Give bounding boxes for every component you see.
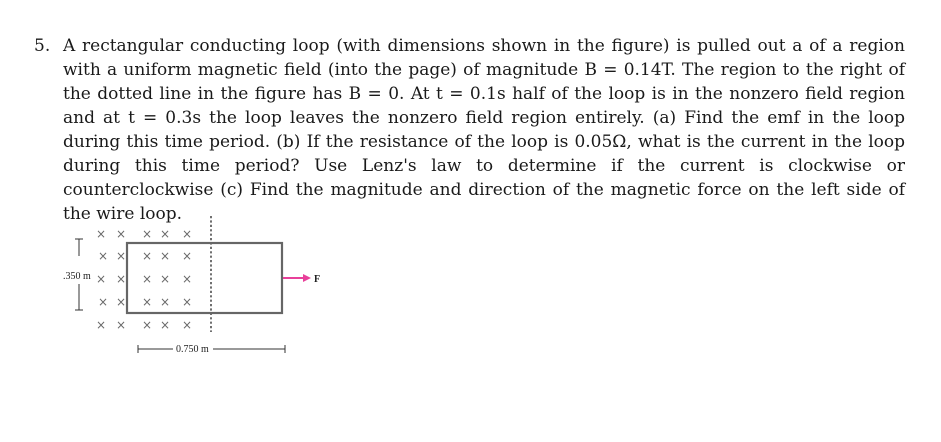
height-dimension: [63, 239, 91, 310]
field-x-mark: ×: [95, 272, 107, 286]
field-x-mark: ×: [181, 227, 193, 241]
height-label: .350 m: [63, 271, 91, 282]
field-x-mark: ×: [159, 295, 171, 309]
loop-field-figure: [55, 212, 345, 362]
field-x-mark: ×: [115, 272, 127, 286]
field-x-mark: ×: [97, 249, 109, 263]
field-x-mark: ×: [159, 272, 171, 286]
field-x-mark: ×: [159, 249, 171, 263]
field-x-mark: ×: [159, 318, 171, 332]
field-x-mark: ×: [115, 249, 127, 263]
field-x-mark: ×: [141, 272, 153, 286]
field-x-mark: ×: [97, 295, 109, 309]
force-label: F: [314, 274, 321, 285]
field-x-mark: ×: [141, 295, 153, 309]
field-x-mark: ×: [181, 272, 193, 286]
field-x-mark: ×: [95, 227, 107, 241]
width-dimension: [138, 344, 285, 355]
field-x-mark: ×: [115, 227, 127, 241]
field-x-mark: ×: [115, 318, 127, 332]
pulling-force-arrow: [283, 274, 320, 285]
problem-number: 5.: [34, 36, 51, 56]
field-x-mark: ×: [141, 249, 153, 263]
field-x-mark: ×: [141, 318, 153, 332]
field-x-mark: ×: [115, 295, 127, 309]
field-x-mark: ×: [95, 318, 107, 332]
figure-canvas: [55, 212, 345, 362]
field-x-mark: ×: [181, 318, 193, 332]
field-x-mark: ×: [141, 227, 153, 241]
width-label: 0.750 m: [176, 344, 209, 355]
field-x-mark: ×: [181, 249, 193, 263]
problem-statement: A rectangular conducting loop (with dimensions shown in the figure) is pulled out a of a region with a uniform magnetic field (into the page) of magnitude B = 0.14T. The region to the right of the dotted line in the figure has B = 0. At t = 0.1s half of the loop is in the nonzero field region and at t = 0.3s the loop leaves the nonzero field region entirely. (a) Find the emf in the loop during this time period. (b) If the resistance of the loop is 0.05Ω, what is the current in the loop during this time period? Use Lenz's law to determine if the current is clockwise or counterclockwise (c) Find the magnitude and direction of the magnetic force on the left side of the wire loop.: [63, 36, 905, 224]
field-x-mark: ×: [159, 227, 171, 241]
field-x-mark: ×: [181, 295, 193, 309]
